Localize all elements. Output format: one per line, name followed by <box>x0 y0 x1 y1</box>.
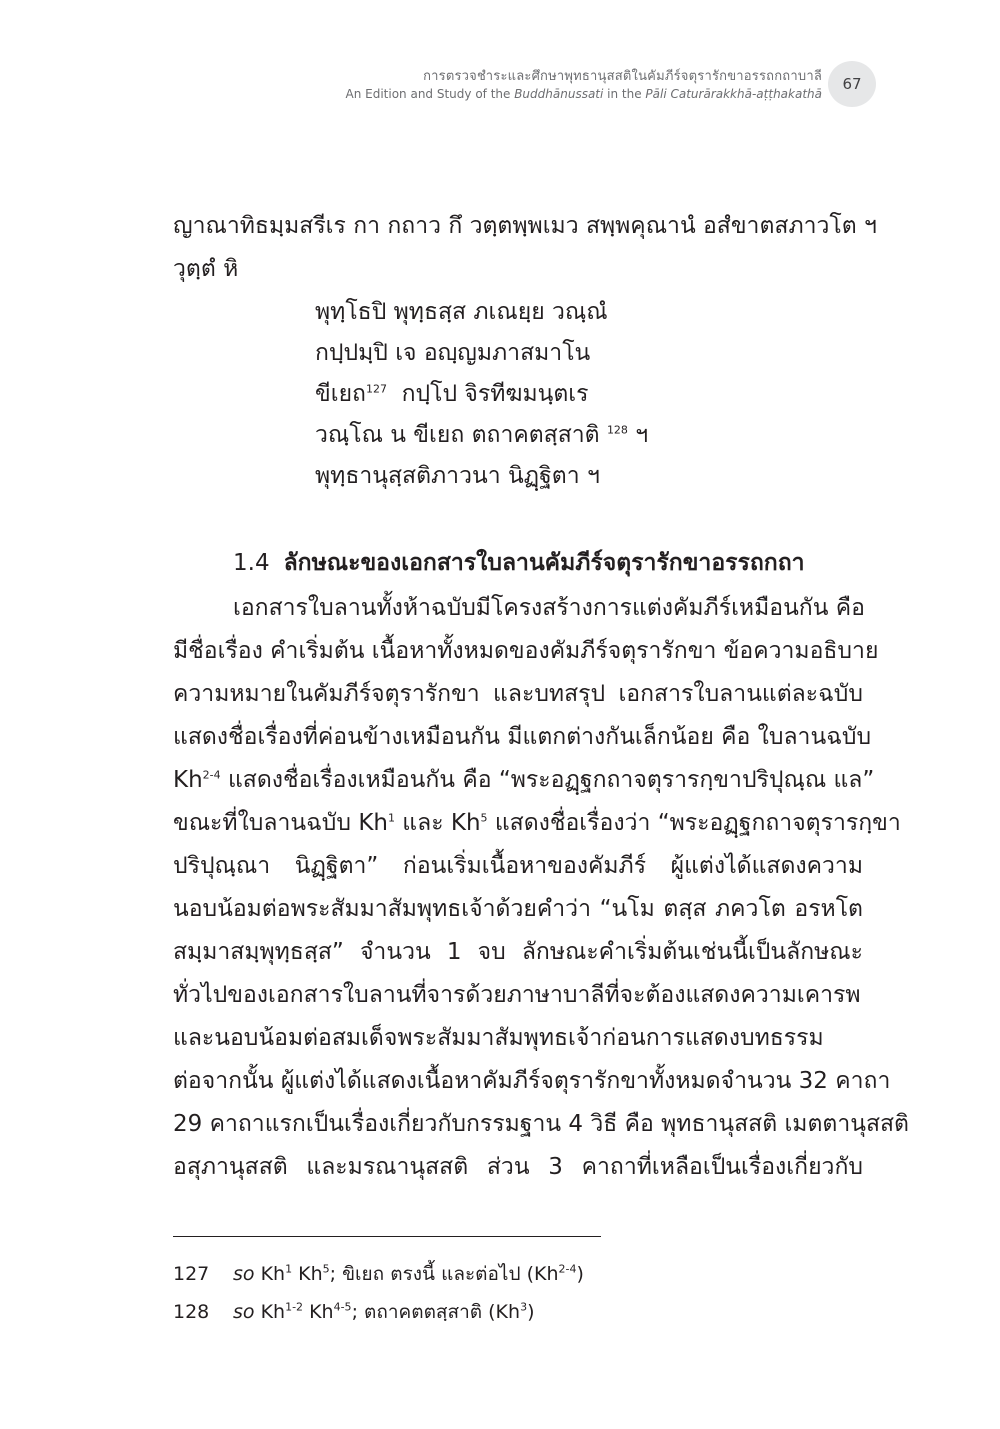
verse-text: กปฺโป จิรทีฆมนฺตเร <box>387 381 589 407</box>
text-run: Kh <box>254 1263 286 1285</box>
footnote-number: 127 <box>173 1263 210 1285</box>
superscript: 5 <box>480 811 488 825</box>
verse-line <box>315 374 648 415</box>
text-run: ขณะที่ใบลานฉบับ Kh <box>173 810 388 836</box>
section-title: ลักษณะของเอกสารใบลานคัมภีร์จตุรารักขาอรรถกถา <box>283 550 805 576</box>
footnote-item <box>173 1255 584 1293</box>
text-run: และ Kh <box>394 810 481 836</box>
verse-line <box>315 292 648 333</box>
text-run: แสดงชื่อเรื่องว่า “พระอฏฺฐกถาจตุรารกฺขา <box>487 810 901 836</box>
superscript: 2-4 <box>558 1262 577 1276</box>
footnote-number: 128 <box>173 1301 210 1323</box>
text-run: ) <box>576 1263 584 1285</box>
paragraph-line: 29 คาถาแรกเป็นเรื่องเกี่ยวกับกรรมฐาน 4 วิธี คือ พุทธานุสสติ เมตตานุสสติ <box>173 1111 909 1137</box>
footnote-ref[interactable]: 127 <box>366 382 387 396</box>
superscript: 1-2 <box>285 1300 304 1314</box>
header-en-italic-2: Pāli Caturārakkhā-aṭṭhakathā <box>645 87 822 101</box>
footnote-ref[interactable]: 128 <box>606 423 628 437</box>
verse-block <box>315 292 648 497</box>
header-en-prefix: An Edition and Study of the <box>345 87 515 101</box>
paragraph-line: นอบน้อมต่อพระสัมมาสัมพุทธเจ้าด้วยคำว่า “นโม ตสฺส ภควโต อรหโต <box>173 896 863 922</box>
verse-text: วณฺโณ น ขีเยถ ตถาคตสฺสาติ <box>315 422 607 448</box>
header-title-english <box>346 86 823 102</box>
header-en-italic-1: Buddhānussati <box>514 87 604 101</box>
superscript: 2-4 <box>202 768 221 782</box>
verse-text: ฯ <box>627 422 649 448</box>
paragraph-line: อสุภานุสสติ และมรณานุสสติ ส่วน 3 คาถาที่เหลือเป็นเรื่องเกี่ยวกับ <box>173 1154 863 1180</box>
paragraph-line: มีชื่อเรื่อง คำเริ่มต้น เนื้อหาทั้งหมดของคัมภีร์จตุรารักขา ข้อความอธิบาย <box>173 638 879 664</box>
superscript: 3 <box>520 1300 528 1314</box>
footnote-so: so <box>233 1301 255 1323</box>
verse-text: พุทฺธานุสฺสติภาวนา นิฏฺฐิตา ฯ <box>315 463 600 489</box>
paragraph-line <box>173 802 901 845</box>
text-run: ) <box>527 1301 535 1323</box>
footnote-item <box>173 1293 584 1331</box>
page-number: 67 <box>828 61 876 107</box>
superscript: 5 <box>322 1262 330 1276</box>
main-paragraph <box>173 587 909 1189</box>
text-run: ; ขิเยถ ตรงนี้ และต่อไป (Kh <box>329 1263 559 1285</box>
verse-text: พุทฺโธปิ พุทฺธสฺส ภเณยฺย วณฺณํ <box>315 299 608 325</box>
paragraph-line: ต่อจากนั้น ผู้แต่งได้แสดงเนื้อหาคัมภีร์จตุรารักขาทั้งหมดจำนวน 32 คาถา <box>173 1068 891 1094</box>
superscript: 1 <box>285 1262 293 1276</box>
header-en-middle: in the <box>603 87 646 101</box>
section-heading <box>233 545 805 581</box>
section-number: 1.4 <box>233 550 270 576</box>
text-run: ; ตถาคตตสฺสาติ (Kh <box>351 1301 521 1323</box>
footnote-divider <box>173 1236 601 1237</box>
paragraph-line: สมฺมาสมฺพุทฺธสฺส” จำนวน 1 จบ ลักษณะคำเริ่มต้นเช่นนี้เป็นลักษณะ <box>173 939 863 965</box>
running-header <box>346 68 823 102</box>
superscript: 4-5 <box>333 1300 352 1314</box>
paragraph-line: ทั่วไปของเอกสารใบลานที่จารด้วยภาษาบาลีที่จะต้องแสดงความเคารพ <box>173 982 861 1008</box>
verse-line <box>315 415 648 456</box>
text-run: แสดงชื่อเรื่องเหมือนกัน คือ “พระอฏฺฐกถาจตุรารกฺขาปริปุณฺณ แล” <box>220 767 875 793</box>
verse-line <box>315 456 648 497</box>
verse-line <box>315 333 648 374</box>
header-title-thai: การตรวจชำระและศึกษาพุทธานุสสติในคัมภีร์จตุรารักขาอรรถกถาบาลี <box>423 69 822 84</box>
paragraph-line: เอกสารใบลานทั้งห้าฉบับมีโครงสร้างการแต่งคัมภีร์เหมือนกัน คือ <box>233 595 865 621</box>
intro-paragraph <box>173 205 877 291</box>
superscript: 1 <box>387 811 395 825</box>
text-run: Kh <box>303 1301 334 1323</box>
footnote-so: so <box>233 1263 255 1285</box>
verse-text: ขีเยถ <box>315 381 366 407</box>
footnotes <box>173 1255 584 1331</box>
paragraph-line: และนอบน้อมต่อสมเด็จพระสัมมาสัมพุทธเจ้าก่อนการแสดงบทธรรม <box>173 1025 824 1051</box>
text-run: Kh <box>292 1263 323 1285</box>
paragraph-line <box>173 759 875 802</box>
paragraph-line: แสดงชื่อเรื่องที่ค่อนข้างเหมือนกัน มีแตกต่างกันเล็กน้อย คือ ใบลานฉบับ <box>173 724 872 750</box>
intro-line: วุตฺตํ หิ <box>173 256 239 282</box>
verse-text: กปฺปมฺปิ เจ อญฺญมภาสมาโน <box>315 340 591 366</box>
text-run: Kh <box>173 767 203 793</box>
intro-line: ญาณาทิธมฺมสรีเร กา กถาว กึ วตฺตพฺพเมว สพฺพคุณานํ อสํขาตสภาวโต ฯ <box>173 213 877 239</box>
paragraph-line: ปริปุณฺณา นิฏฺฐิตา” ก่อนเริ่มเนื้อหาของคัมภีร์ ผู้แต่งได้แสดงความ <box>173 853 863 879</box>
paragraph-line: ความหมายในคัมภีร์จตุรารักขา และบทสรุป เอกสารใบลานแต่ละฉบับ <box>173 681 863 707</box>
text-run: Kh <box>254 1301 286 1323</box>
